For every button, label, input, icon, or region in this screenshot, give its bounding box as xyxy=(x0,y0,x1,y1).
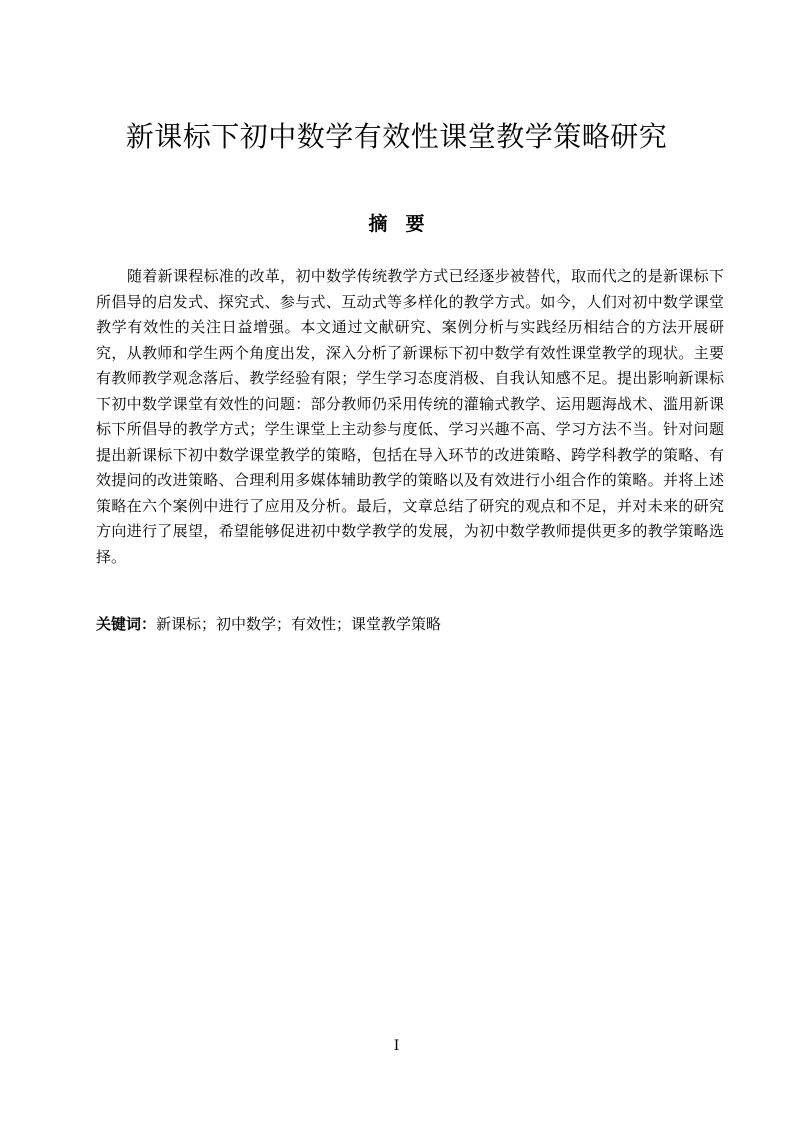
abstract-heading: 摘要 xyxy=(368,213,443,235)
page-number: I xyxy=(393,1038,400,1054)
document-title: 新课标下初中数学有效性课堂教学策略研究 xyxy=(125,120,668,153)
keywords-line xyxy=(96,612,724,637)
abstract-body: 随着新课程标准的改革，初中数学传统教学方式已经逐步被替代，取而代之的是新课标下所倡导的启发式、探究式、参与式、互动式等多样化的教学方式。如今，人们对初中数学课堂教学有效性的关注日益增强。本文通过文献研究、案例分析与实践经历相结合的方法开展研究，从教师和学生两个角度出发，深入分析了新课标下初中数学有效性课堂教学的现状。主要有教师教学观念落后、教学经验有限；学生学习态度消极、自我认知感不足。提出影响新课标下初中数学课堂有效性的问题：部分教师仍采用传统的灌输式教学、运用题海战术、滥用新课标下所倡导的教学方式；学生课堂上主动参与度低、学习兴趣不高、学习方法不当。针对问题提出新课标下初中数学课堂教学的策略，包括在导入环节的改进策略、跨学科教学的策略、有效提问的改进策略、合理利用多媒体辅助教学的策略以及有效进行小组合作的策略。并将上述策略在六个案例中进行了应用及分析。最后，文章总结了研究的观点和不足，并对未来的研究方向进行了展望，希望能够促进初中数学教学的发展，为初中数学教师提供更多的教学策略选择。 xyxy=(96,267,724,566)
keywords-label: 关键词： xyxy=(96,615,157,633)
keywords-text: 新课标；初中数学；有效性；课堂教学策略 xyxy=(156,615,442,633)
